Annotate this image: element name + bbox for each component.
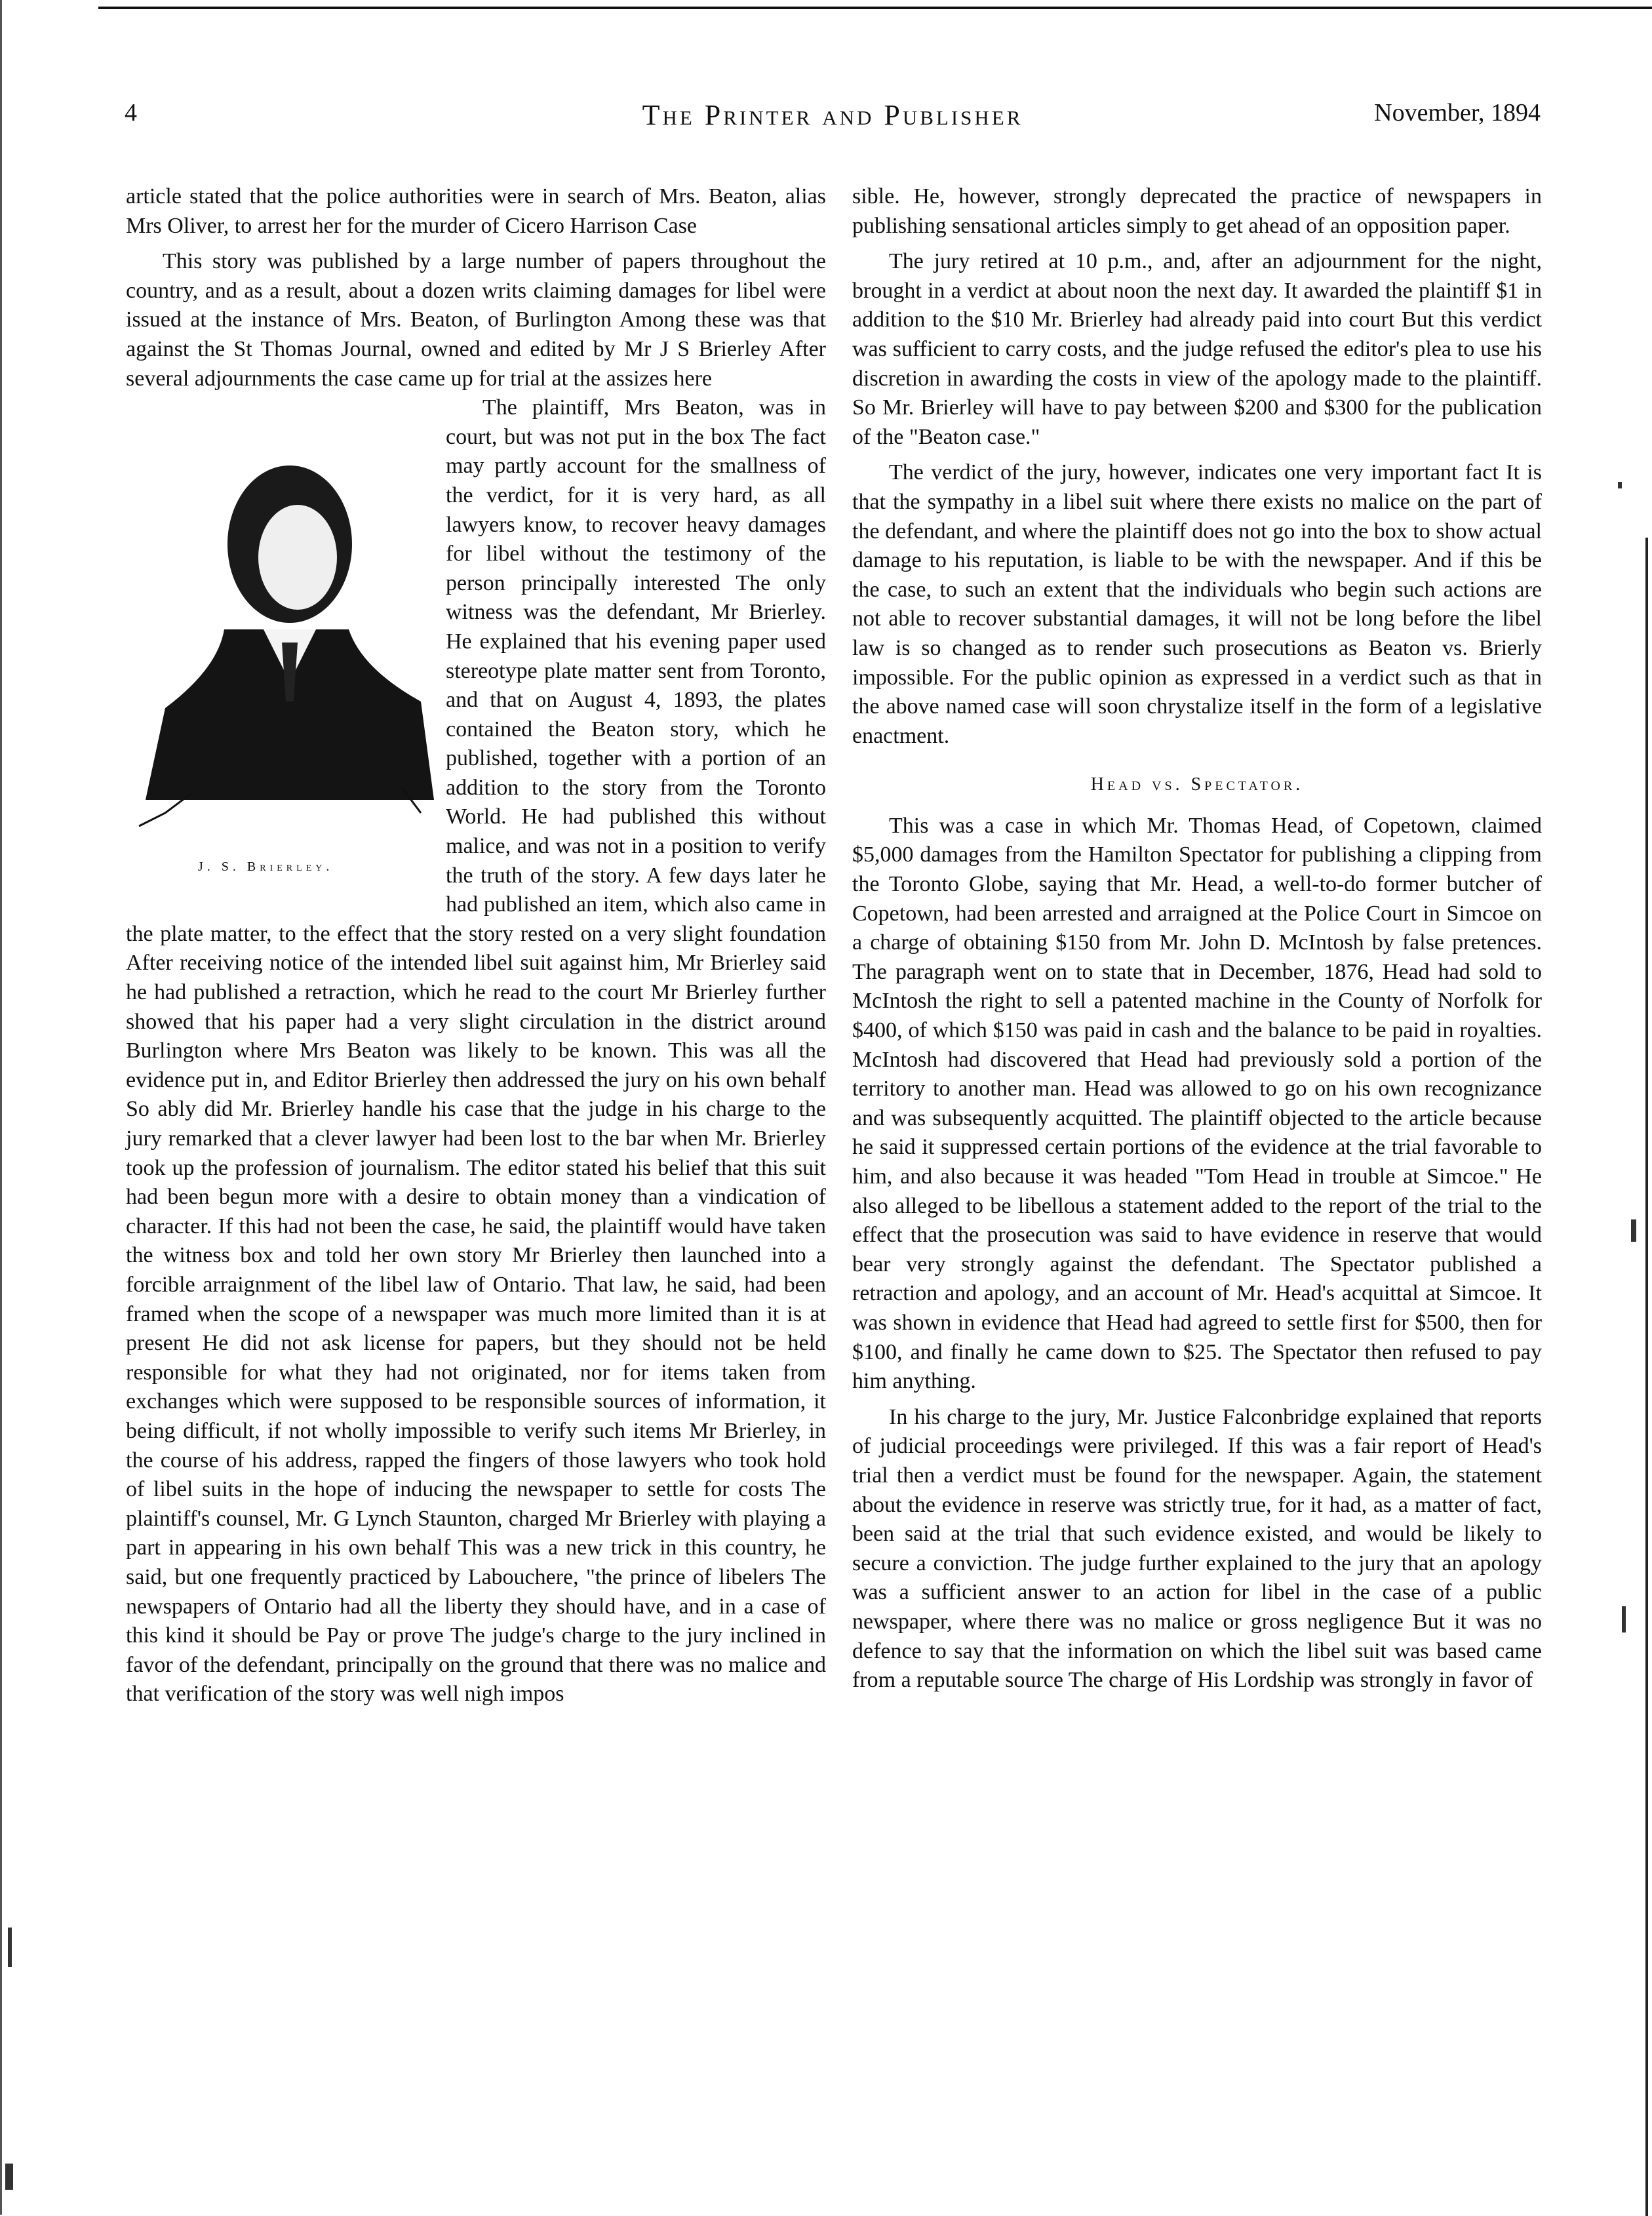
- portrait-caption: J. S. Brierley.: [198, 860, 334, 875]
- paragraph: This was a case in which Mr. Thomas Head, of Copetown, claimed $5,000 damages from the Hamilton Spectator for publishing a clipping from the Toronto Globe, saying that Mr. Head, a well-to-do former butcher of Copetown, had been arrested and arraigned at the Police Court in Simcoe on a charge of obtaining $150 from Mr. John D. McIntosh by false pretences. The paragraph went on to state that in December, 1876, Head had sold to McIntosh the right to sell a patented machine in the County of Norfolk for $400, of which $150 was paid in cash and the balance to be paid in royalties. McIntosh had discovered that Head had previously sold a portion of the territory to another man. Head was allowed to go on his own recognizance and was subsequently acquitted. The plaintiff objected to the article because he said it suppressed certain portions of the evidence at the trial favorable to him, and also because it was headed "Tom Head in trouble at Simcoe." He also alleged to be libellous a statement added to the report of the trial to the effect that the prosecution was said to have evidence in reserve that would bear very strongly against the defendant. The Spectator published a retraction and apology, and an account of Mr. Head's acquittal at Simcoe. It was shown in evidence that Head had agreed to settle first for $500, then for $100, and finally he came down to $25. The Spectator then refused to pay him anything.: [852, 813, 1542, 1394]
- scan-mark: [1631, 1219, 1636, 1242]
- scan-mark: [8, 1928, 12, 1967]
- paragraph: The verdict of the jury, however, indicates one very important fact It is that the sympathy in a libel suit where there exists no malice on the part of the defendant, and where the plaintiff does not go into the box to show actual damage to his reputation, is liable to be with the newspaper. And if this be the case, to such an extent that the individuals who begin such actions are not able to recover substantial damages, it will not be long before the libel law is so changed as to render such prosecutions as Beaton vs. Brierly impossible. For the public opinion as expressed in a verdict such as that in the above named case will soon chrystalize itself in the form of a legislative enactment.: [852, 460, 1542, 748]
- scan-mark: [5, 2164, 13, 2190]
- section-heading: Head vs. Spectator.: [1090, 774, 1304, 795]
- scan-mark: [1618, 482, 1622, 488]
- portrait-figure: [126, 393, 434, 892]
- left-column: [126, 182, 826, 1709]
- paragraph: sible. He, however, strongly deprecated the practice of newspapers in publishing sensational articles simply to get ahead of an opposition paper.: [852, 184, 1542, 238]
- scan-mark: [1622, 1606, 1626, 1632]
- portrait-image: [126, 393, 434, 852]
- page-number: 4: [125, 99, 137, 127]
- left-scan-edge: [0, 0, 7, 2215]
- page-header: [125, 98, 1541, 138]
- paragraph: The jury retired at 10 p.m., and, after an adjournment for the night, brought in a verdict at about noon the next day. It awarded the plaintiff $1 in addition to the $10 Mr. Brierley had already paid into court But this verdict was sufficient to carry costs, and the judge refused the editor's plea to use his discretion in awarding the costs in view of the apology made to the plaintiff. So Mr. Brierley will have to pay between $200 and $300 for the publication of the "Beaton case.": [852, 249, 1542, 449]
- top-rule: [98, 7, 1652, 9]
- paragraph: In his charge to the jury, Mr. Justice Falconbridge explained that reports of judicial proceedings were privileged. If this was a fair report of Head's trial then a verdict must be found for the newspaper. Again, the statement about the evidence in reserve was strictly true, for it had, as a matter of fact, been said at the trial that such evidence existed, and would be likely to secure a conviction. The judge further explained to the jury that an apology was a sufficient answer to an action for libel in the case of a public newspaper, where there was no malice or gross negligence But it was no defence to say that the information on which the libel suit was based came from a reputable source The charge of His Lordship was strongly in favor of: [852, 1404, 1542, 1693]
- paragraph: article stated that the police authorities were in search of Mrs. Beaton, alias Mrs Oliver, to arrest her for the murder of Cicero Harrison Case: [126, 184, 826, 238]
- right-scan-edge: [1645, 538, 1648, 2216]
- right-column: [852, 182, 1542, 1695]
- issue-date: November, 1894: [1374, 99, 1541, 127]
- publication-title: The Printer and Publisher: [642, 99, 1023, 131]
- paragraph: The plaintiff, Mrs Beaton, was in court, but was not put in the box The fact may partly account for the smallness of the verdict, for it is very hard, as all lawyers know, to recover heavy damages for libel without the testimony of the person principally interested The only witness was the defendant, Mr Brierley. He explained that his evening paper used stereotype plate matter sent from Toronto, and that on August 4, 1893, the plates contained the Beaton story, which he published, together with a portion of an addition to the story from the Toronto World. He had published this without malice, and was not in a position to verify the truth of the story. A few days later he had published an item, which also came in the plate matter, to the effect that the story rested on a very slight foundation After receiving notice of the intended libel suit against him, Mr Brierley said he had published a retraction, which he read to the court Mr Brierley further showed that his paper had a very slight circulation in the district around Burlington where Mrs Beaton was likely to be known. This was all the evidence put in, and Editor Brierley then addressed the jury on his own behalf So ably did Mr. Brierley handle his case that the judge in his charge to the jury remarked that a clever lawyer had been lost to the bar when Mr. Brierley took up the profession of journalism. The editor stated his belief that this suit had been begun more with a desire to obtain money than a vindication of character. If this had not been the case, he said, the plaintiff would have taken the witness box and told her own story Mr Brierley then launched into a forcible arraignment of the libel law of Ontario. That law, he said, had been framed when the scope of a newspaper was much more limited than it is at present He did not ask license for papers, but they should not be held responsible for what they had not originated, nor for items taken from exchanges which were supposed to be responsible sources of information, it being difficult, if not wholly impossible to verify such items Mr Brierley, in the course of his address, rapped the fingers of those lawyers who took hold of libel suits in the hope of inducing the newspaper to settle for costs The plaintiff's counsel, Mr. G Lynch Staunton, charged Mr Brierley with playing a part in appearing in his own behalf This was a new trick in this country, he said, but one frequently practiced by Labouchere, "the prince of libelers The newspapers of Ontario had all the liberty they should have, and in a case of this kind it should be Pay or prove The judge's charge to the jury inclined in favor of the defendant, principally on the ground that there was no malice and that verification of the story was well nigh impos: [126, 395, 826, 1707]
- paragraph: This story was published by a large number of papers throughout the country, and as a result, about a dozen writs claiming damages for libel were issued at the instance of Mrs. Beaton, of Burlington Among these was that against the St Thomas Journal, owned and edited by Mr J S Brierley After several adjournments the case came up for trial at the assizes here: [126, 249, 826, 391]
